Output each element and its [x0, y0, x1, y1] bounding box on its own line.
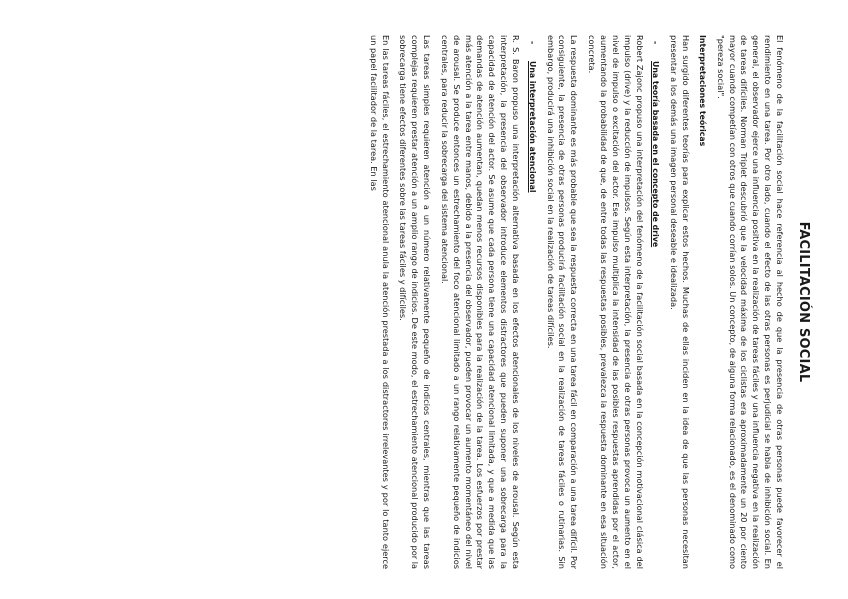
drive-paragraph-2: La respuesta dominante es más probable que sea la respuesta correcta en una tarea fácil en comparación a una tarea difícil. Por consiguiente, la presencia de otras personas producirá facilitación social en la realización de tareas fáciles o rutinarias. Sin embargo, producirá una inhibición social en la realización de tareas difíciles.	[545, 35, 580, 569]
atencional-paragraph-3: En las tareas fáciles, el estrechamiento atencional anula la atención prestada a los distractores irrelevantes y por lo tanto ejerce un papel facilitador de la tarea. En las	[368, 35, 391, 569]
bullet-dash: -	[651, 41, 661, 45]
heading-text: Una teoría basada en el concepto de drive	[651, 61, 661, 248]
document-title: FACILITACIÓN SOCIAL	[796, 221, 811, 383]
section-heading-drive	[650, 35, 662, 569]
atencional-paragraph-1: R. S. Baron propuso una interpretación alternativa basada en los efectos atencionales de los niveles de arousal. Según esta interpretación, la presencia del observador introduce elementos distractores que pueden suponer una sobrecarga para la capacidad de atención del actor. Se asume que cada persona tiene una capacidad atencional limitada, y que a medida que las demandas de atención aumentan, quedan menos recursos disponibles para la realización de la tarea. Los esfuerzos por prestar más atención a la tarea entre manos, debido a la presencia del observador, pueden provocar un aumento momentáneo del nivel de arousal. Se produce entonces un estrechamiento del foco atencional limitado a un rango relativamente pequeño de indicios centrales, para reducir la sobrecarga del sistema atencional.	[439, 35, 521, 569]
drive-paragraph-1: Robert Zajonc propuso una interpretación del fenómeno de la facilitación social basada en la concepción motivacional clásica del impulso (drive) y la reducción de impulsos. Según esta interpretación, la presencia de otras personas provoca un aumento en el nivel de impulso o excitación del actor. Ese impulso multiplica la intensidad de las posibles respuestas aprendidas por el actor, aumentando la probabilidad de que, de entre todas las respuestas posibles, prevalezca la respuesta dominante en esa situación concreta.	[587, 35, 645, 569]
section-heading-teoricas: Interpretaciones teóricas	[697, 35, 707, 147]
teoricas-paragraph: Han surgido diferentes teorías para explicar estos hechos. Muchas de ellas inciden en la idea de que las personas necesitan presentar a los demás una imagen personal deseable e idealizada.	[669, 35, 692, 569]
section-heading-atencional	[526, 35, 538, 569]
atencional-paragraph-2: Las tareas simples requieren atención a un número relativamente pequeño de indicios centrales, mientras que las tareas complejas requieren prestar atención a un amplio rango de indicios. De este modo, el estrechamiento atencional producido por la sobrecarga tiene efectos diferentes sobre las tareas fáciles y difíciles.	[398, 35, 433, 569]
heading-text: Una interpretación atencional	[527, 61, 537, 193]
intro-paragraph: El fenómeno de la facilitación social hace referencia al hecho de que la presencia de otras personas puede favorecer el rendimiento en una tarea. Por otro lado, cuando el efecto de las otras personas es perjudicial se habla de inhibición social. En general, el observador ejerce una influencia positiva en la realización de tareas fáciles y una influencia negativa en la realización de tareas difíciles. Norman Triplet descubrió que la velocidad máxima de los ciclistas era aproximadamente un 20 por ciento mayor cuando competían con otros que cuando corrían solos. Un concepto, de alguna forma relacionado, es el denominado como "pereza social".	[715, 35, 785, 569]
bullet-dash: -	[527, 41, 537, 45]
